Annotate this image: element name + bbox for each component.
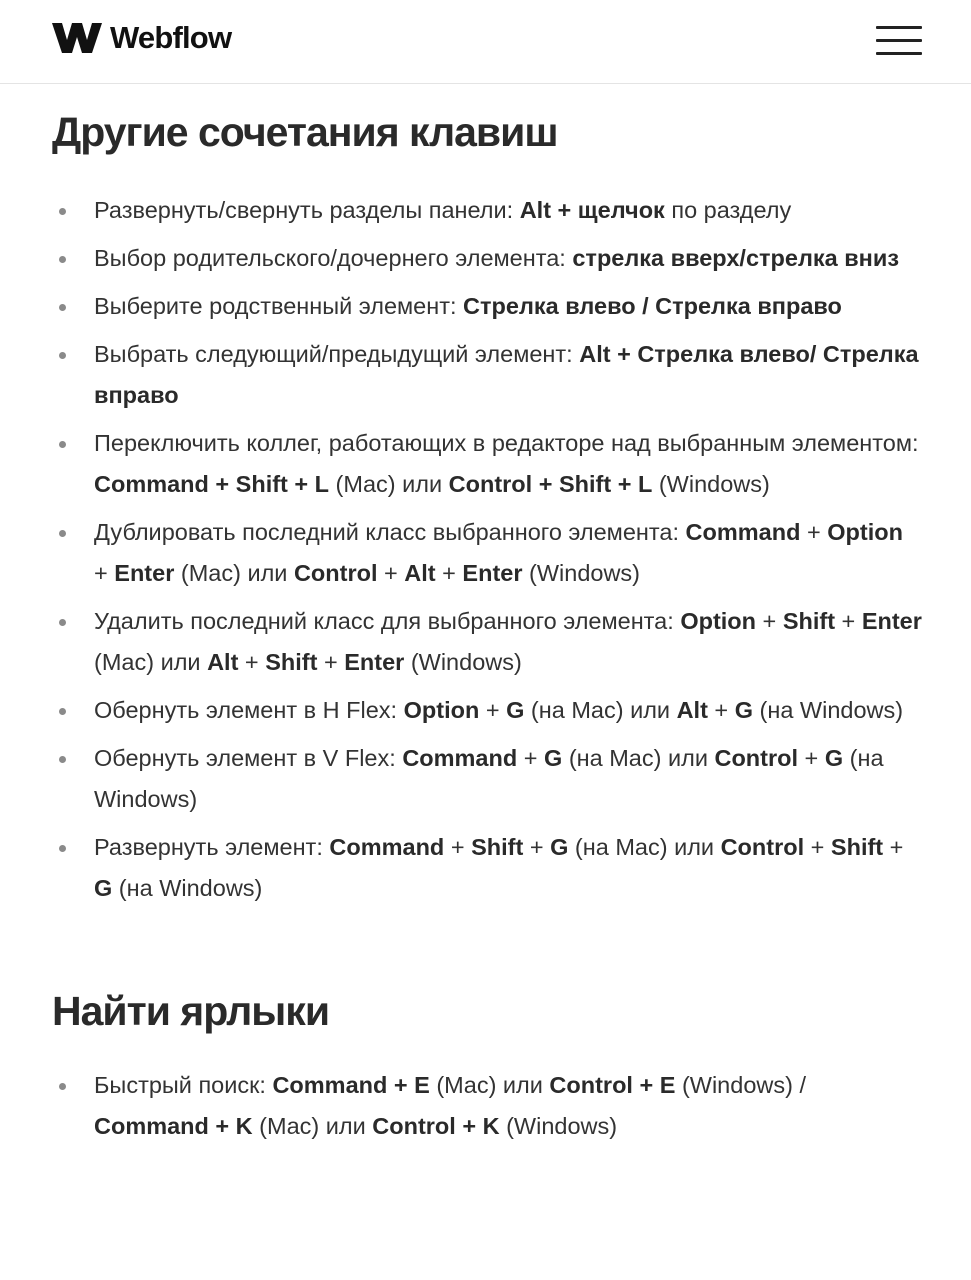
item-text: + [804,834,831,860]
list-item [52,423,922,505]
list-item [52,286,922,327]
shortcut-keys: Option [403,697,480,723]
shortcut-keys: Control [293,560,378,586]
item-text: Выбрать следующий/предыдущий элемент: [94,341,580,367]
item-text: Выберите родственный элемент: [94,293,464,319]
item-text: (Mac) или [252,1113,373,1139]
shortcut-keys: Command [402,745,518,771]
shortcut-keys: Alt [676,697,708,723]
shortcut-keys: Стрелка влево / Стрелка вправо [463,293,842,319]
article-content [52,104,922,1147]
shortcut-keys: Command + E [272,1072,430,1098]
item-text: (Windows) [522,560,641,586]
shortcut-keys: Command [329,834,445,860]
list-item [52,827,922,909]
list-item [52,512,922,594]
section-title-other-shortcuts: Другие сочетания клавиш [52,109,558,155]
shortcut-keys: Option [827,519,903,545]
shortcut-list-find [52,1065,922,1147]
item-text: Переключить коллег, работающих в редакторе над выбранным элементом: [94,430,919,456]
shortcut-keys: Shift [830,834,884,860]
shortcut-keys: Enter [344,649,405,675]
shortcut-keys: Alt + щелчок [519,197,665,223]
item-text: + [479,697,507,723]
item-text: + [444,834,472,860]
item-text: (Mac) или [174,560,294,586]
shortcut-keys: Command + K [94,1113,253,1139]
item-text: Удалить последний класс для выбранного элемента: [94,608,681,634]
item-text: (Windows) [652,471,770,497]
item-text: (на Mac) или [568,834,721,860]
item-text: Дублировать последний класс выбранного элемента: [94,519,686,545]
shortcut-keys: Alt [404,560,436,586]
item-text: Обернуть элемент в H Flex: [94,697,404,723]
item-text: (Windows) [499,1113,618,1139]
item-text: Обернуть элемент в V Flex: [94,745,403,771]
list-item [52,690,922,731]
list-item [52,601,922,683]
list-item [52,334,922,416]
item-text: + [517,745,545,771]
shortcut-keys: Control + Shift + L [448,471,653,497]
item-text: (Mac) или [429,1072,550,1098]
shortcut-keys: G [544,745,563,771]
shortcut-keys: Alt [207,649,239,675]
item-text: Развернуть элемент: [94,834,330,860]
item-text: по разделу [664,197,792,223]
shortcut-keys: стрелка вверх/стрелка вниз [572,245,900,271]
item-text: + [800,519,828,545]
shortcut-keys: G [94,875,113,901]
site-header [0,0,971,84]
shortcut-keys: Shift [265,649,318,675]
item-text: (на Windows) [94,745,884,812]
webflow-logo[interactable] [52,21,231,55]
logo-text: Webflow [110,20,232,55]
shortcut-keys: Command + Shift + L [94,471,330,497]
shortcut-keys: Command [685,519,801,545]
item-text: + [317,649,345,675]
shortcut-keys: Alt + Стрелка влево/ Стрелка вправо [94,341,919,408]
item-text: Быстрый поиск: [94,1072,273,1098]
shortcut-keys: Control + E [549,1072,676,1098]
item-text: + [707,697,735,723]
shortcut-keys: Control [714,745,799,771]
shortcut-keys: Shift [471,834,524,860]
item-text: (на Windows) [752,697,904,723]
shortcut-keys: Control + K [372,1113,500,1139]
shortcut-keys: G [824,745,844,771]
webflow-logo-icon [52,23,102,53]
item-text: + [435,560,463,586]
item-text: (Mac) или [94,649,208,675]
hamburger-menu-icon[interactable] [876,26,922,56]
list-item [52,238,922,279]
item-text: + [835,608,862,634]
item-text: (Windows) / [675,1072,806,1098]
item-text: + [756,608,783,634]
item-text: (на Mac) или [562,745,715,771]
shortcut-keys: G [506,697,525,723]
shortcut-list-other [52,190,922,909]
item-text: + [523,834,551,860]
item-text: Выбор родительского/дочернего элемента: [94,245,573,271]
item-text: (на Mac) или [524,697,677,723]
list-item [52,738,922,820]
item-text: Развернуть/свернуть разделы панели: [94,197,520,223]
item-text: + [377,560,405,586]
list-item [52,190,922,231]
shortcut-keys: Enter [114,560,175,586]
shortcut-keys: Control [720,834,805,860]
item-text: + [883,834,904,860]
item-text: + [798,745,825,771]
shortcut-keys: Enter [462,560,523,586]
item-text: + [238,649,266,675]
item-text: (Mac) или [329,471,449,497]
shortcut-keys: Enter [861,608,922,634]
list-item [52,1065,922,1147]
shortcut-keys: G [550,834,569,860]
section-title-find-shortcuts: Найти ярлыки [52,988,330,1034]
shortcut-keys: Option [680,608,757,634]
item-text: (Windows) [404,649,522,675]
shortcut-keys: G [734,697,753,723]
shortcut-keys: Shift [782,608,836,634]
item-text: (на Windows) [112,875,263,901]
item-text: + [94,560,115,586]
